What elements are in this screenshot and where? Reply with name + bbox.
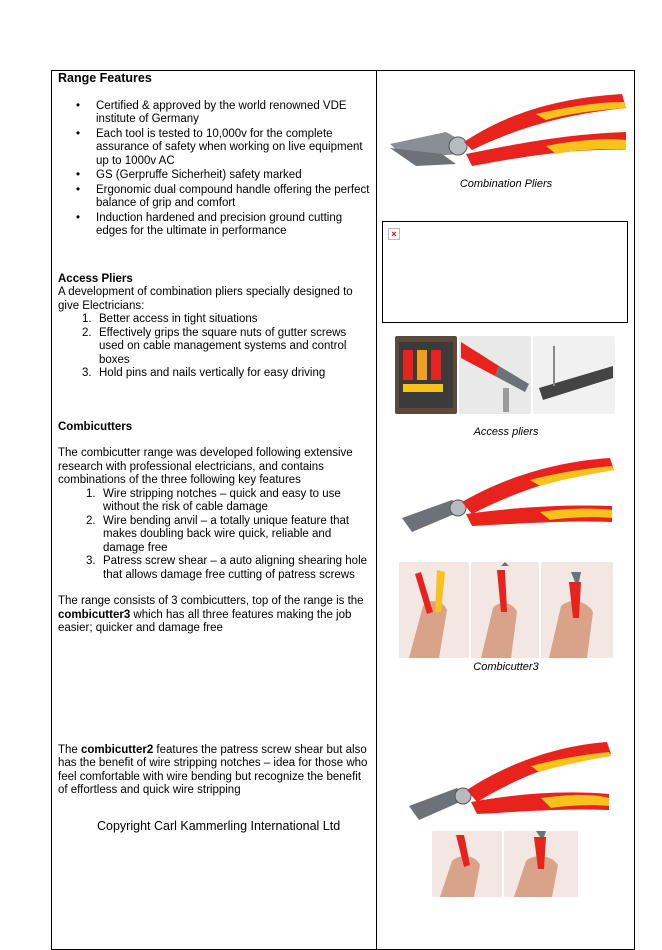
list-item: 1. Better access in tight situations [82, 313, 258, 325]
list-item: 2. Effectively grips the square nuts of gutter screws used on cable management systems and control boxes [82, 326, 347, 366]
combicutter3-photo-3 [541, 562, 613, 658]
range-paragraph: The range consists of 3 combicutters, top of the range is the combicutter3 which has all three features making the job easier; quicker and damage free [58, 595, 364, 634]
combicutter3-photo-2 [471, 562, 539, 658]
broken-image-placeholder [382, 221, 628, 323]
combination-pliers-image [386, 84, 630, 176]
copyright-notice: Copyright Carl Kammerling International Ltd [97, 818, 341, 833]
column-divider [376, 70, 377, 950]
list-item: • GS (Gerpruffe Sicherheit) safety marked [96, 169, 370, 183]
access-pliers-intro: A development of combination pliers specially designed to give Electricians: [58, 286, 353, 312]
list-item: • Induction hardened and precision ground cutting edges for the ultimate in performance [96, 212, 370, 239]
access-pliers-list [58, 313, 370, 381]
text-column [58, 72, 370, 833]
range-features-list [58, 100, 370, 239]
list-item: 1. Wire stripping notches – quick and easy to use without the risk of cable damage [86, 487, 341, 513]
combicutter2-paragraph: The combicutter2 features the patress screw shear but also has the benefit of wire stripping notches – idea for those who feel comfortable with wire bending but recognize the benefit of effortless and quick wire stripping [58, 743, 368, 796]
combicutter3-caption: Combicutter3 [473, 661, 539, 673]
range-features-heading: Range Features [58, 71, 152, 85]
combicutter2-photo-2 [504, 831, 578, 897]
access-pliers-photo-1 [395, 336, 457, 414]
list-item: 3. Patress screw shear – a auto aligning shearing hole that allows damage free cutting of patress screws [86, 555, 368, 581]
combicutter-image [400, 452, 618, 538]
access-pliers-caption: Access pliers [473, 426, 539, 438]
combicutters-heading: Combicutters [58, 420, 133, 433]
combicutters-list [58, 488, 370, 583]
access-pliers-photo-2 [459, 336, 531, 414]
list-item: • Ergonomic dual compound handle offering the perfect balance of grip and comfort [96, 184, 370, 211]
combicutter2-photo-1 [432, 831, 502, 897]
broken-image-icon: × [388, 228, 400, 240]
combicutters-intro: The combicutter range was developed following extensive research with professional electricians, and contains combinations of the three following key features [58, 447, 353, 486]
combicutter3-photo-1 [399, 562, 469, 658]
access-pliers-heading: Access Pliers [58, 272, 133, 285]
list-item: 2. Wire bending anvil – a totally unique feature that makes doubling back wire quick, reliable and damage free [86, 514, 350, 554]
access-pliers-photo-3 [533, 336, 615, 414]
list-item: • Each tool is tested to 10,000v for the complete assurance of safety when working on live equipment up to 1000v AC [96, 128, 370, 169]
list-item: • Certified & approved by the world renowned VDE institute of Germany [96, 100, 370, 127]
combination-pliers-caption: Combination Pliers [459, 178, 553, 190]
list-item: 3. Hold pins and nails vertically for easy driving [82, 367, 326, 379]
combicutter2-image [407, 736, 613, 826]
